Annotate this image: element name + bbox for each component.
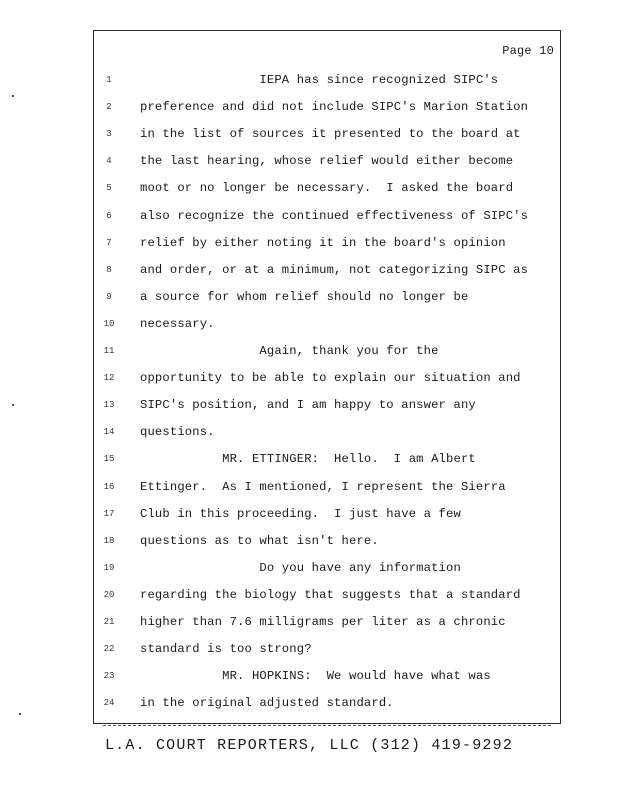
line-number: 22 [103, 644, 115, 655]
line-number: 13 [103, 400, 115, 411]
line-number: 14 [103, 427, 115, 438]
line-number: 11 [103, 346, 115, 356]
line-number: 23 [103, 671, 115, 682]
transcript-line: SIPC's position, and I am happy to answer any [140, 398, 476, 413]
line-number: 19 [103, 562, 115, 573]
transcript-line: Ettinger. As I mentioned, I represent the Sierra [140, 479, 506, 494]
line-number: 4 [106, 156, 112, 167]
line-number: 5 [106, 183, 112, 194]
transcript-line: preference and did not include SIPC's Marion Station [140, 100, 529, 115]
transcript-line: in the list of sources it presented to the board at [140, 127, 521, 142]
transcript-line: questions. [140, 425, 215, 440]
transcript-page [93, 30, 561, 724]
line-number: 12 [103, 373, 115, 384]
transcript-line: also recognize the continued effectiveness of SIPC's [140, 208, 529, 223]
transcript-line: and order, or at a minimum, not categorizing SIPC as [140, 262, 529, 277]
line-number: 1 [106, 75, 112, 85]
line-number: 7 [106, 237, 112, 248]
transcript-line: questions as to what isn't here. [140, 533, 379, 548]
line-number: 3 [106, 129, 112, 140]
line-number: 24 [103, 698, 115, 709]
transcript-line: necessary. [140, 316, 215, 331]
transcript-line: MR. ETTINGER: Hello. I am Albert [140, 452, 476, 467]
line-number: 15 [103, 454, 115, 465]
footer-reporter-info: L.A. COURT REPORTERS, LLC (312) 419-9292 [104, 737, 514, 754]
transcript-line: the last hearing, whose relief would either become [140, 154, 514, 169]
transcript-line: opportunity to be able to explain our situation and [140, 371, 521, 386]
scan-speck [19, 713, 21, 715]
line-number: 18 [103, 535, 115, 546]
line-number: 10 [103, 318, 115, 329]
transcript-line: Do you have any information [140, 560, 461, 575]
transcript-line: a source for whom relief should no longer be [140, 289, 469, 304]
bottom-rule [103, 725, 553, 726]
line-number: 17 [103, 508, 115, 519]
line-number: 20 [103, 589, 115, 600]
line-number: 8 [106, 264, 112, 275]
scan-speck [12, 95, 14, 97]
transcript-line: Club in this proceeding. I just have a few [140, 506, 461, 521]
transcript-line: in the original adjusted standard. [140, 696, 394, 711]
page-number: Page 10 [502, 44, 554, 58]
line-number: 6 [106, 210, 112, 221]
line-number: 2 [106, 102, 112, 113]
line-number: 9 [106, 291, 112, 302]
transcript-line: Again, thank you for the [140, 344, 439, 358]
transcript-line: regarding the biology that suggests that a standard [140, 587, 521, 602]
line-number: 21 [103, 617, 115, 627]
line-number: 16 [103, 481, 115, 492]
transcript-line: relief by either noting it in the board's opinion [140, 235, 506, 250]
transcript-line: higher than 7.6 milligrams per liter as a chronic [140, 615, 506, 629]
transcript-line: MR. HOPKINS: We would have what was [140, 669, 491, 684]
transcript-line: moot or no longer be necessary. I asked the board [140, 181, 514, 196]
transcript-line: standard is too strong? [140, 642, 312, 657]
scan-speck [12, 404, 14, 406]
transcript-line: IEPA has since recognized SIPC's [140, 73, 499, 87]
